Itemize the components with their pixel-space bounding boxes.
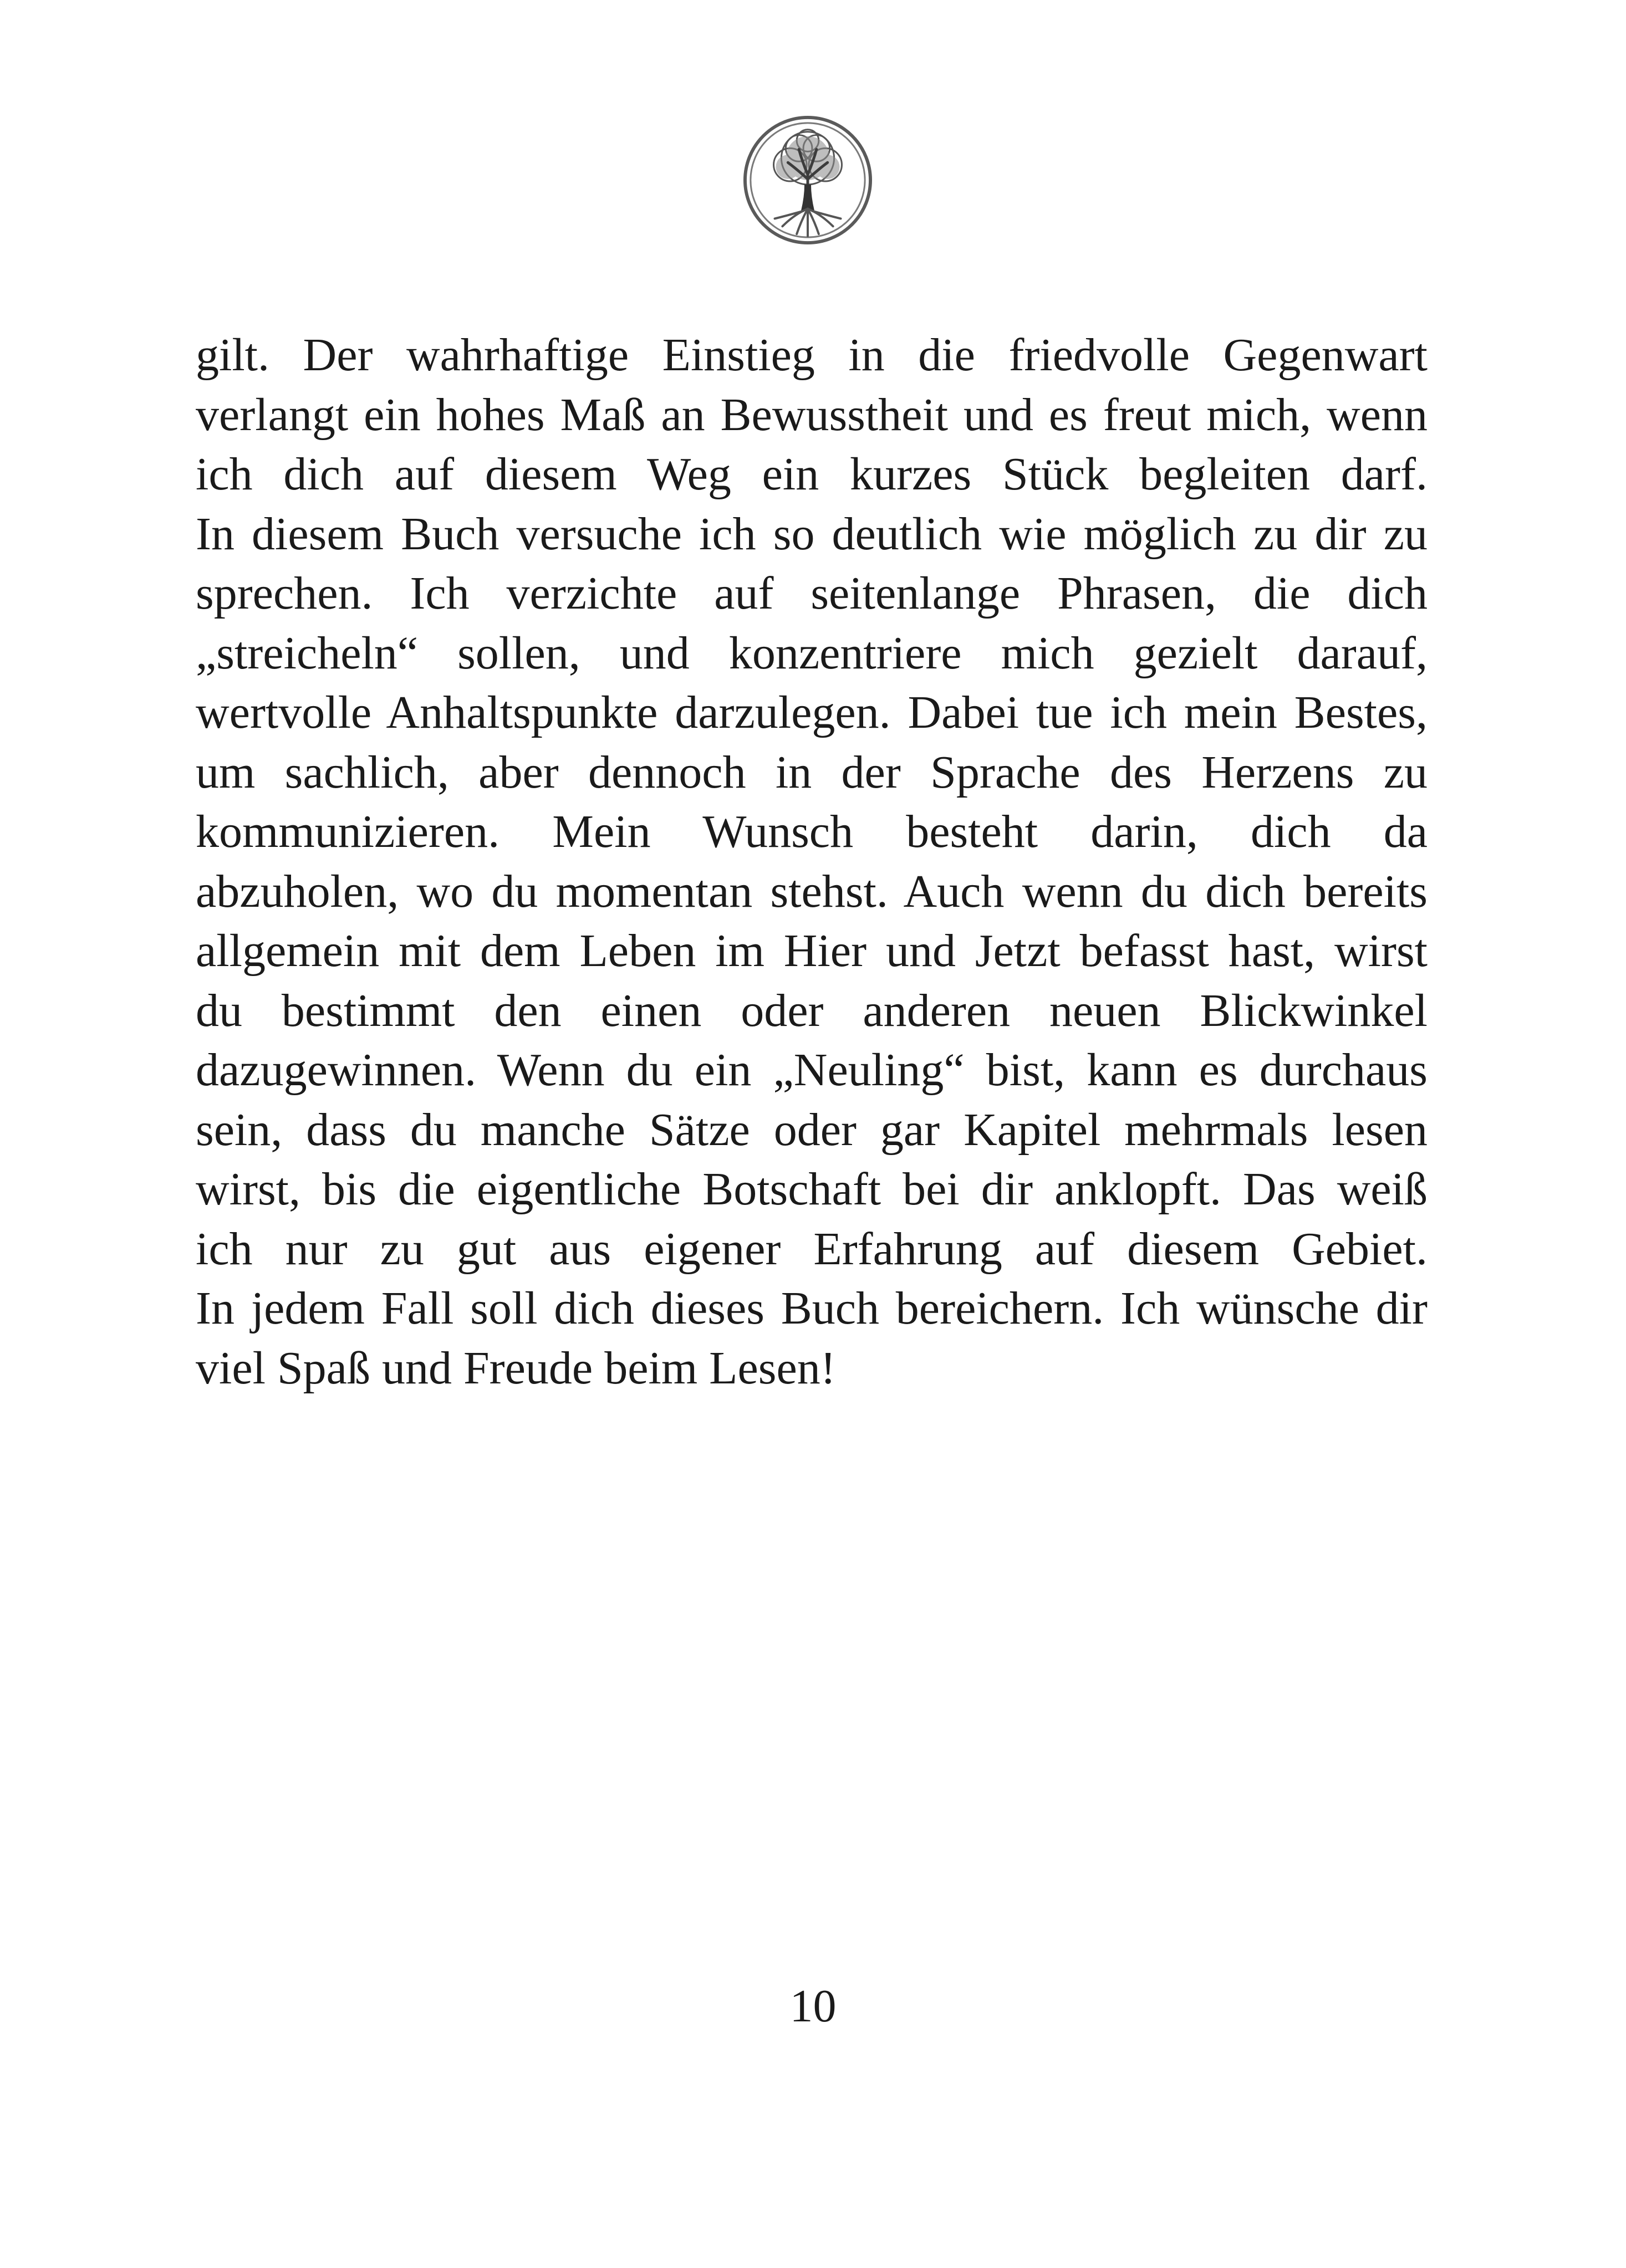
page-number: 10 xyxy=(789,1980,837,2032)
text-line: verlangt ein hohes Maß an Bewusstheit und es freut mich, wenn xyxy=(196,389,1428,441)
text-line: ich dich auf diesem Weg ein kurzes Stück begleiten darf. xyxy=(196,448,1428,500)
text-line: abzuholen, wo du momentan stehst. Auch wenn du dich bereits xyxy=(196,865,1428,917)
tree-of-life-icon xyxy=(742,114,874,246)
text-line: „streicheln“ sollen, und konzentriere mich gezielt darauf, xyxy=(196,627,1428,679)
text-line: ich nur zu gut aus eigener Erfahrung auf diesem Gebiet. xyxy=(196,1223,1428,1275)
text-line: sprechen. Ich verzichte auf seitenlange Phrasen, die dich xyxy=(196,568,1428,619)
text-line: kommunizieren. Mein Wunsch besteht darin, dich da xyxy=(196,806,1428,857)
text-line: wertvolle Anhaltspunkte darzulegen. Dabei tue ich mein Bestes, xyxy=(196,687,1428,738)
text-line: du bestimmt den einen oder anderen neuen Blickwinkel xyxy=(196,984,1428,1036)
text-line: In jedem Fall soll dich dieses Buch bereichern. Ich wünsche dir xyxy=(196,1283,1428,1334)
text-line: In diesem Buch versuche ich so deutlich wie möglich zu dir zu xyxy=(196,508,1428,560)
text-line: um sachlich, aber dennoch in der Sprache des Herzens zu xyxy=(196,746,1428,798)
text-line: gilt. Der wahrhaftige Einstieg in die friedvolle Gegenwart xyxy=(196,329,1428,381)
text-line: dazugewinnen. Wenn du ein „Neuling“ bist, kann es durchaus xyxy=(196,1044,1428,1096)
text-line: wirst, bis die eigentliche Botschaft bei dir anklopft. Das weiß xyxy=(196,1163,1428,1215)
text-line: viel Spaß und Freude beim Lesen! xyxy=(196,1342,836,1394)
text-line: sein, dass du manche Sätze oder gar Kapitel mehrmals lesen xyxy=(196,1104,1428,1156)
body-paragraph xyxy=(196,325,1428,1398)
text-line: allgemein mit dem Leben im Hier und Jetzt befasst hast, wirst xyxy=(196,925,1428,977)
